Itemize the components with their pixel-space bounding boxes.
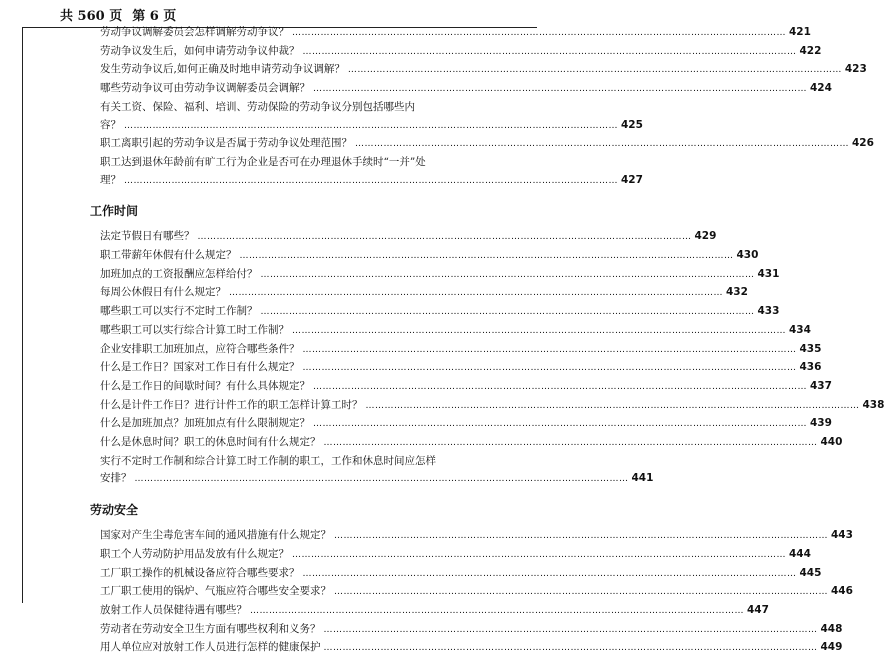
page-number: 444 bbox=[789, 546, 811, 564]
table-of-contents bbox=[100, 24, 486, 658]
entry-title: 工厂职工操作的机械设备应符合哪些要求？ bbox=[100, 565, 300, 583]
leader-dots: ………………………………………………………………………………………………………………………………………… bbox=[229, 285, 723, 303]
entry-title: 企业安排职工加班加点，应符合哪些条件？ bbox=[100, 341, 300, 359]
toc-entry[interactable] bbox=[100, 322, 486, 341]
leader-dots: ………………………………………………………………………………………………………………………………………… bbox=[124, 173, 618, 191]
page-number: 438 bbox=[863, 397, 884, 415]
current-page-label: 第 6 页 bbox=[132, 9, 176, 24]
entry-title: 实行不定时工作制和综合计算工时工作制的职工，工作和休息时间应怎样 bbox=[100, 453, 486, 471]
entry-title: 发生劳动争议后,如何正确及时地申请劳动争议调解？ bbox=[100, 61, 345, 79]
leader-dots: ………………………………………………………………………………………………………………………………………… bbox=[303, 44, 797, 62]
leader-dots: ………………………………………………………………………………………………………………………………………… bbox=[324, 622, 818, 640]
page-number: 433 bbox=[758, 303, 780, 321]
leader-dots: ………………………………………………………………………………………………………………………………………… bbox=[250, 603, 744, 621]
entry-title: 哪些劳动争议可由劳动争议调解委员会调解？ bbox=[100, 80, 310, 98]
toc-entry[interactable] bbox=[100, 99, 486, 135]
toc-entry[interactable] bbox=[100, 434, 486, 453]
leader-dots: ………………………………………………………………………………………………………………………………………… bbox=[303, 566, 797, 584]
entry-title-continued: 理？ bbox=[100, 172, 121, 190]
leader-dots: ………………………………………………………………………………………………………………………………………… bbox=[366, 398, 860, 416]
leader-dots: ………………………………………………………………………………………………………………………………………… bbox=[324, 640, 818, 658]
page-number: 431 bbox=[758, 266, 780, 284]
entry-title: 劳动者在劳动安全卫生方面有哪些权利和义务？ bbox=[100, 621, 321, 639]
page-number: 437 bbox=[810, 378, 832, 396]
leader-dots: ………………………………………………………………………………………………………………………………………… bbox=[261, 267, 755, 285]
page-number: 440 bbox=[821, 434, 843, 452]
entry-title: 职工达到退休年龄前有旷工行为企业是否可在办理退休手续时“一并”处 bbox=[100, 154, 486, 172]
toc-entry[interactable] bbox=[100, 80, 486, 99]
page-number: 446 bbox=[831, 583, 853, 601]
entry-title: 放射工作人员保健待遇有哪些？ bbox=[100, 602, 247, 620]
toc-entry[interactable] bbox=[100, 453, 486, 489]
page-number: 432 bbox=[726, 284, 748, 302]
toc-entry[interactable] bbox=[100, 621, 486, 640]
page-number: 422 bbox=[800, 43, 822, 61]
toc-entry[interactable] bbox=[100, 154, 486, 190]
toc-entry[interactable] bbox=[100, 565, 486, 584]
leader-dots: ………………………………………………………………………………………………………………………………………… bbox=[313, 379, 807, 397]
page-number: 430 bbox=[737, 247, 759, 265]
leader-dots: ………………………………………………………………………………………………………………………………………… bbox=[334, 584, 828, 602]
page-number: 435 bbox=[800, 341, 822, 359]
page-number: 429 bbox=[695, 228, 717, 246]
page-number: 445 bbox=[800, 565, 822, 583]
toc-entry[interactable] bbox=[100, 284, 486, 303]
left-border-rule bbox=[22, 27, 23, 603]
toc-entry[interactable] bbox=[100, 527, 486, 546]
page-number: 427 bbox=[621, 172, 643, 190]
entry-title: 哪些职工可以实行不定时工作制？ bbox=[100, 303, 258, 321]
page-number: 443 bbox=[831, 527, 853, 545]
entry-title-continued: 容？ bbox=[100, 117, 121, 135]
page-number: 449 bbox=[821, 639, 843, 657]
entry-title: 职工带薪年休假有什么规定？ bbox=[100, 247, 237, 265]
leader-dots: ………………………………………………………………………………………………………………………………………… bbox=[324, 435, 818, 453]
page-number: 424 bbox=[810, 80, 832, 98]
toc-entry[interactable] bbox=[100, 341, 486, 360]
toc-entry[interactable] bbox=[100, 359, 486, 378]
toc-entry[interactable] bbox=[100, 61, 486, 80]
entry-title: 什么是工作日？国家对工作日有什么规定？ bbox=[100, 359, 300, 377]
page-number: 447 bbox=[747, 602, 769, 620]
leader-dots: ………………………………………………………………………………………………………………………………………… bbox=[124, 118, 618, 136]
toc-entry[interactable] bbox=[100, 602, 486, 621]
entry-title: 什么是计件工作日？进行计件工作的职工怎样计算工时？ bbox=[100, 397, 363, 415]
page-number: 441 bbox=[632, 470, 654, 488]
page-number: 425 bbox=[621, 117, 643, 135]
entry-title: 哪些职工可以实行综合计算工时工作制？ bbox=[100, 322, 289, 340]
leader-dots: ………………………………………………………………………………………………………………………………………… bbox=[355, 136, 849, 154]
section-title: 劳动安全 bbox=[90, 501, 486, 519]
leader-dots: ………………………………………………………………………………………………………………………………………… bbox=[334, 528, 828, 546]
entry-title: 什么是加班加点？加班加点有什么限制规定？ bbox=[100, 415, 310, 433]
total-pages-label: 共 560 页 bbox=[60, 9, 122, 24]
page-number: 421 bbox=[789, 24, 811, 42]
toc-entry[interactable] bbox=[100, 266, 486, 285]
leader-dots: ………………………………………………………………………………………………………………………………………… bbox=[292, 323, 786, 341]
leader-dots: ………………………………………………………………………………………………………………………………………… bbox=[303, 360, 797, 378]
toc-entry[interactable] bbox=[100, 639, 486, 658]
entry-title: 职工离职引起的劳动争议是否属于劳动争议处理范围？ bbox=[100, 135, 352, 153]
entry-title: 什么是工作日的间歇时间？有什么具体规定？ bbox=[100, 378, 310, 396]
entry-title-continued: 安排？ bbox=[100, 470, 132, 488]
leader-dots: ………………………………………………………………………………………………………………………………………… bbox=[303, 342, 797, 360]
leader-dots: ………………………………………………………………………………………………………………………………………… bbox=[292, 547, 786, 565]
leader-dots: ………………………………………………………………………………………………………………………………………… bbox=[292, 25, 786, 43]
leader-dots: ………………………………………………………………………………………………………………………………………… bbox=[313, 81, 807, 99]
entry-title: 用人单位应对放射工作人员进行怎样的健康保护 bbox=[100, 639, 321, 657]
toc-entry[interactable] bbox=[100, 415, 486, 434]
page-number: 426 bbox=[852, 135, 874, 153]
toc-entry[interactable] bbox=[100, 378, 486, 397]
leader-dots: ………………………………………………………………………………………………………………………………………… bbox=[348, 62, 842, 80]
leader-dots: ………………………………………………………………………………………………………………………………………… bbox=[240, 248, 734, 266]
toc-entry[interactable] bbox=[100, 24, 486, 43]
page-number: 448 bbox=[821, 621, 843, 639]
section-gap bbox=[100, 489, 486, 501]
entry-title: 劳动争议发生后，如何申请劳动争议仲裁？ bbox=[100, 43, 300, 61]
toc-entry[interactable] bbox=[100, 303, 486, 322]
toc-entry[interactable] bbox=[100, 228, 486, 247]
entry-title: 国家对产生尘毒危害车间的通风措施有什么规定？ bbox=[100, 527, 331, 545]
toc-entry[interactable] bbox=[100, 43, 486, 62]
toc-entry[interactable] bbox=[100, 397, 486, 416]
toc-entry[interactable] bbox=[100, 546, 486, 565]
entry-title: 工厂职工使用的锅炉、气瓶应符合哪些安全要求？ bbox=[100, 583, 331, 601]
section-gap bbox=[100, 190, 486, 202]
leader-dots: ………………………………………………………………………………………………………………………………………… bbox=[135, 471, 629, 489]
leader-dots: ………………………………………………………………………………………………………………………………………… bbox=[313, 416, 807, 434]
leader-dots: ………………………………………………………………………………………………………………………………………… bbox=[261, 304, 755, 322]
entry-title: 有关工资、保险、福利、培训、劳动保险的劳动争议分别包括哪些内 bbox=[100, 99, 486, 117]
page-number: 436 bbox=[800, 359, 822, 377]
entry-title: 加班加点的工资报酬应怎样给付？ bbox=[100, 266, 258, 284]
toc-entry[interactable] bbox=[100, 247, 486, 266]
leader-dots: ………………………………………………………………………………………………………………………………………… bbox=[198, 229, 692, 247]
toc-entry[interactable] bbox=[100, 583, 486, 602]
entry-title: 什么是休息时间？职工的休息时间有什么规定？ bbox=[100, 434, 321, 452]
entry-title: 职工个人劳动防护用品发放有什么规定？ bbox=[100, 546, 289, 564]
page-number: 423 bbox=[845, 61, 867, 79]
page-number: 439 bbox=[810, 415, 832, 433]
page-number: 434 bbox=[789, 322, 811, 340]
entry-title: 每周公休假日有什么规定？ bbox=[100, 284, 226, 302]
section-title: 工作时间 bbox=[90, 202, 486, 220]
entry-title: 劳动争议调解委员会怎样调解劳动争议？ bbox=[100, 24, 289, 42]
entry-title: 法定节假日有哪些？ bbox=[100, 228, 195, 246]
toc-entry[interactable] bbox=[100, 135, 486, 154]
